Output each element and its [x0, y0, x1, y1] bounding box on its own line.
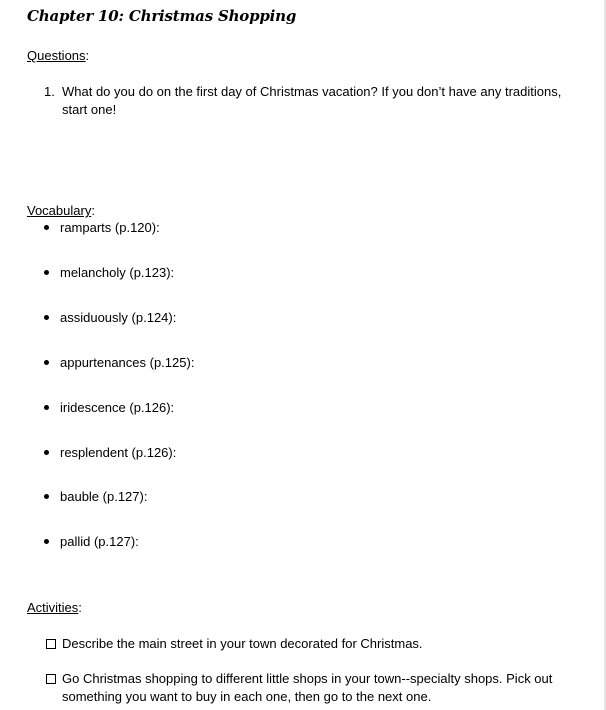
bullet-icon	[44, 225, 49, 230]
vocab-term: resplendent (p.126):	[60, 445, 177, 460]
vocab-term: pallid (p.127):	[60, 534, 139, 549]
vocab-term: appurtenances (p.125):	[60, 355, 195, 370]
vocab-item	[44, 265, 174, 281]
page-title: Chapter 10: Christmas Shopping	[27, 7, 297, 25]
vocab-term: ramparts (p.120):	[60, 220, 160, 235]
activities-heading-label: Activities	[27, 600, 79, 615]
question-text: What do you do on the first day of Christmas vacation? If you don’t have any traditions, start one!	[62, 84, 562, 117]
activity-text: Describe the main street in your town decorated for Christmas.	[62, 636, 423, 651]
activity-text: Go Christmas shopping to different little shops in your town--specialty shops. Pick out something you want to buy in each one, then go to the next one.	[62, 671, 553, 704]
vocab-item	[44, 310, 176, 326]
bullet-icon	[44, 494, 49, 499]
questions-heading-colon: :	[85, 48, 90, 63]
vocab-term: iridescence (p.126):	[60, 400, 175, 415]
checkbox-icon[interactable]	[46, 639, 56, 649]
vocabulary-heading	[27, 203, 95, 218]
bullet-icon	[44, 270, 49, 275]
vocab-item	[44, 220, 160, 236]
vocab-item	[44, 445, 176, 461]
bullet-icon	[44, 539, 49, 544]
vocab-item	[44, 355, 194, 371]
vocabulary-heading-colon: :	[91, 203, 95, 218]
questions-heading	[27, 48, 89, 63]
vocab-term: assiduously (p.124):	[60, 310, 177, 325]
bullet-icon	[44, 405, 49, 410]
checkbox-icon[interactable]	[46, 674, 56, 684]
bullet-icon	[44, 360, 49, 365]
activities-heading	[27, 600, 82, 615]
vocabulary-heading-label: Vocabulary	[27, 203, 92, 218]
vocab-term: bauble (p.127):	[60, 489, 148, 504]
vocab-term: melancholy (p.123):	[60, 265, 175, 280]
bullet-icon	[44, 450, 49, 455]
vocab-item	[44, 400, 174, 416]
bullet-icon	[44, 315, 49, 320]
vocab-item	[44, 489, 147, 505]
questions-heading-label: Questions	[27, 48, 86, 63]
question-number: 1.	[44, 84, 55, 99]
vocab-item	[44, 534, 139, 550]
activities-heading-colon: :	[78, 600, 82, 615]
